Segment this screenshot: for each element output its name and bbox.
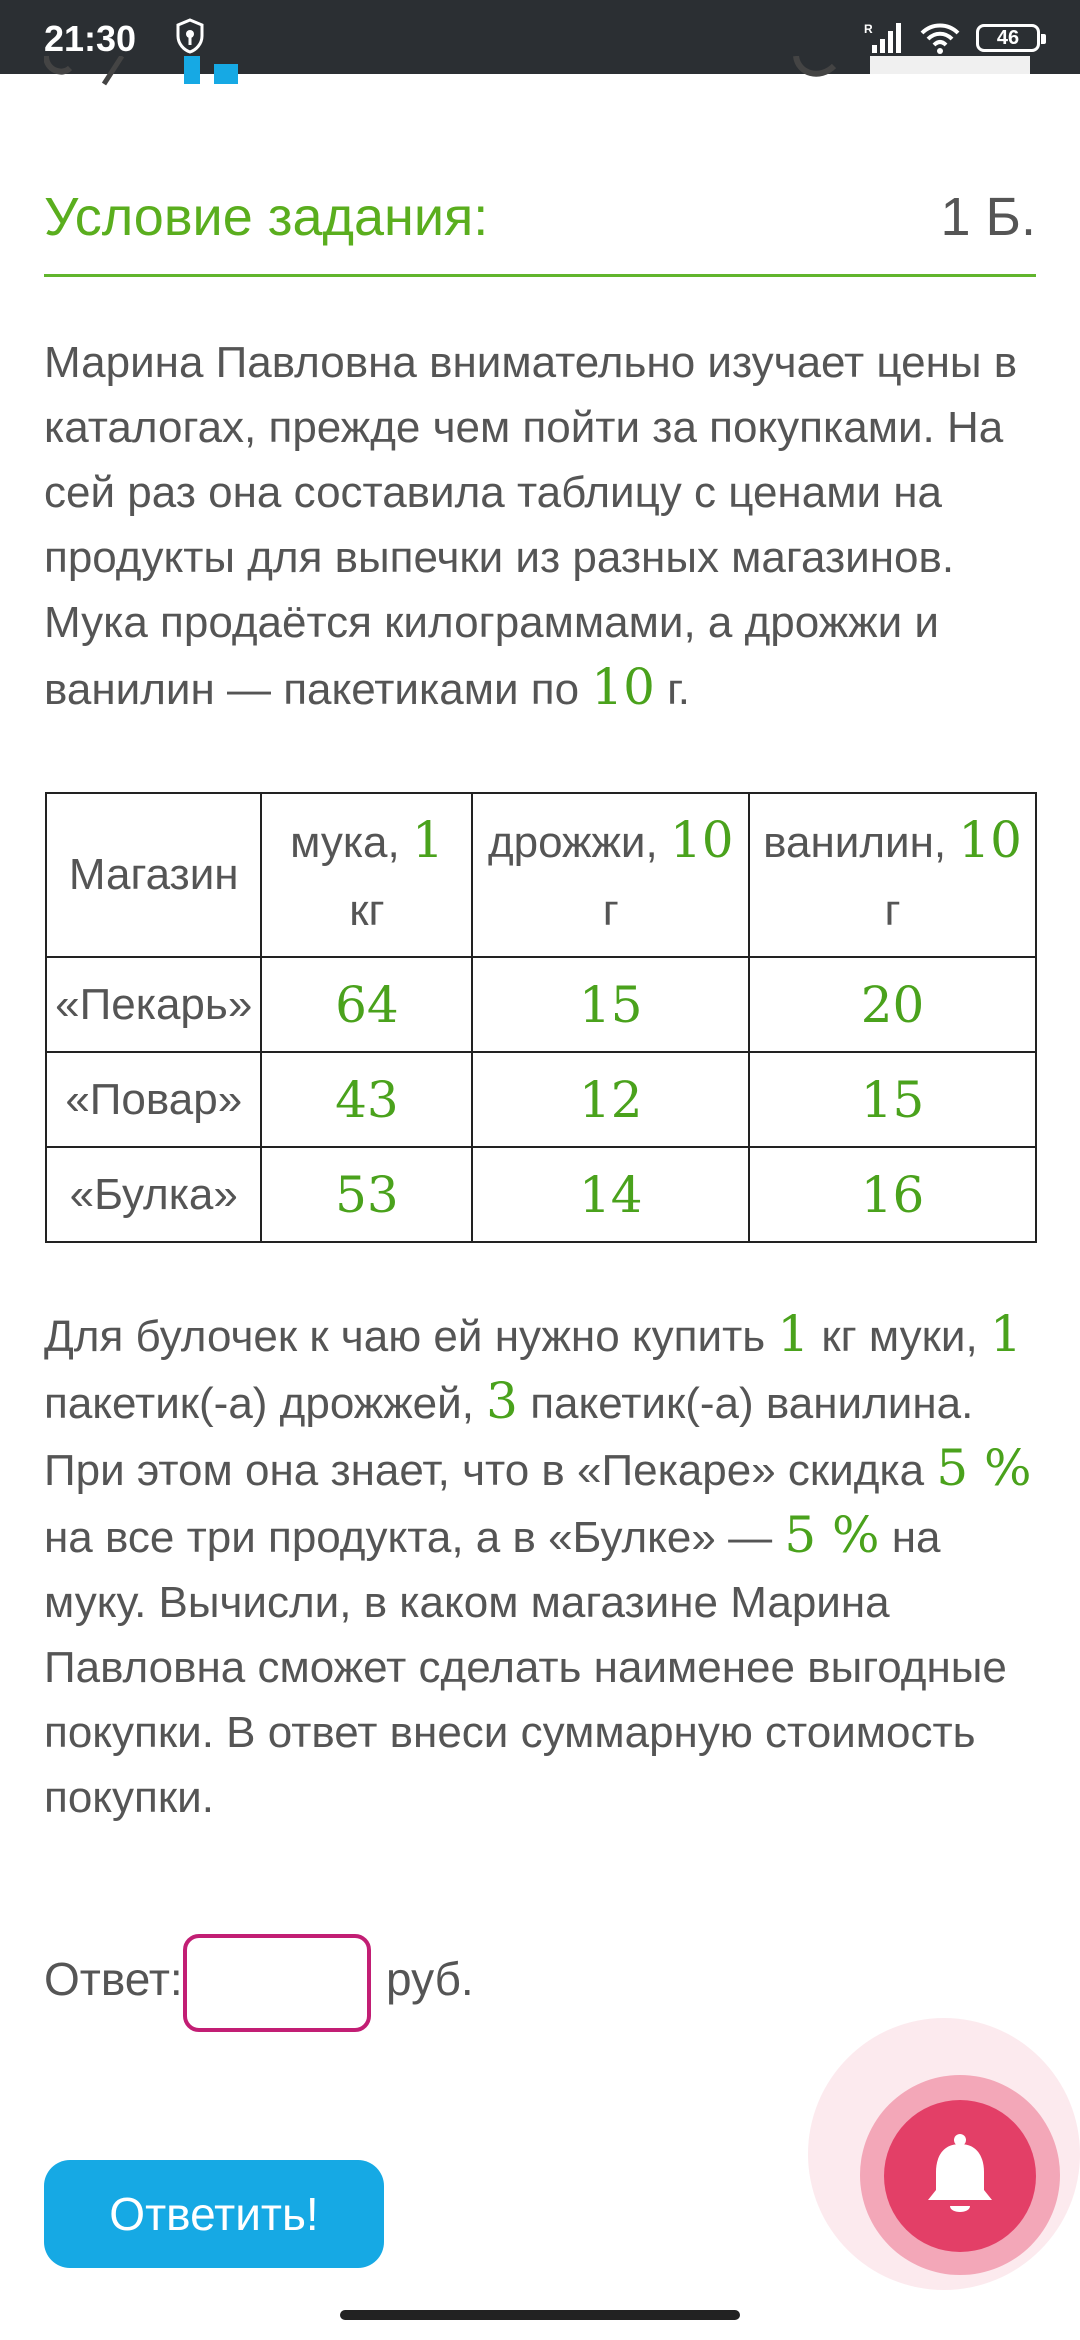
header-label: дрожжи, [487,817,670,867]
bell-icon [920,2132,1000,2220]
header-unit: г [884,885,901,935]
header-unit: кг [349,885,385,935]
problem-number: 5 % [784,1506,880,1564]
timer-icon [790,56,1040,86]
problem-number: 5 % [936,1439,1032,1497]
status-icons [864,20,1040,56]
problem-text: кг муки, [809,1312,990,1361]
answer-input[interactable] [183,1934,371,2032]
price-cell: 53 [261,1147,472,1242]
answer-label: Ответ: [44,1953,183,2005]
submit-answer-button[interactable]: Ответить! [44,2160,384,2268]
svg-text:R: R [864,22,873,36]
table-header-cell [749,793,1036,957]
battery-icon [976,24,1040,52]
problem-text: пакетик(-а) ванилина. При этом она знает, что в «Пекаре» скидка [44,1379,974,1495]
wifi-icon [920,21,960,55]
table-row [46,957,1036,1052]
answer-unit: руб. [386,1953,474,2005]
intro-text-2: г. [654,665,691,714]
notification-bell-button[interactable] [884,2100,1036,2252]
price-cell: 14 [472,1147,749,1242]
task-intro-text [44,330,1044,722]
header-label: ванилин, [763,817,959,867]
problem-number: 3 [486,1372,518,1430]
table-header-cell [261,793,472,957]
header-label: Магазин [68,850,239,899]
header-number: 1 [411,810,444,869]
progress-indicator-partial [44,56,254,86]
price-table [45,792,1037,1243]
table-row [46,1147,1036,1242]
problem-text: пакетик(-а) дрожжей, [44,1379,487,1428]
header-number: 10 [958,810,1022,869]
intro-number: 10 [591,658,655,716]
table-header-cell [46,793,261,957]
intro-text-1: Марина Павловна внимательно изучает цены в каталогах, прежде чем пойти за покупками. На сей раз она составила таблицу с ценами на продукты для выпечки из разных магазинов. Мука продаётся килограммами, а дрожжи и ванилин — пакетиками по [44,338,1018,714]
store-name: «Булка» [46,1147,261,1242]
price-cell: 15 [749,1052,1036,1147]
store-name: «Пекарь» [46,957,261,1052]
condition-title: Условие задания: [44,187,489,247]
table-header-cell [472,793,749,957]
store-name: «Повар» [46,1052,261,1147]
task-problem-text [44,1302,1044,1830]
problem-number: 1 [777,1305,810,1363]
price-cell: 20 [749,957,1036,1052]
price-cell: 64 [261,957,472,1052]
price-cell: 43 [261,1052,472,1147]
problem-text: Для булочек к чаю ей нужно купить [44,1312,778,1361]
problem-text: на муку. Вычисли, в каком магазине Марина Павловна сможет сделать наименее выгодные покупки. В ответ внеси суммарную стоимость покупки. [44,1513,1007,1822]
table-row [46,1052,1036,1147]
header-number: 10 [669,810,734,869]
price-cell: 12 [472,1052,749,1147]
price-cell: 16 [749,1147,1036,1242]
price-cell: 15 [472,957,749,1052]
header-unit: г [602,885,619,935]
table-header-row [46,793,1036,957]
problem-text: на все три продукта, а в «Булке» — [44,1513,785,1562]
task-points: 1 Б. [940,187,1036,247]
header-label: мука, [290,817,412,867]
status-time: 21:30 [44,18,137,59]
condition-header [44,186,1036,277]
signal-icon [864,21,904,55]
home-indicator[interactable] [340,2310,740,2320]
problem-number: 1 [989,1305,1022,1363]
vpn-key-icon [172,16,208,56]
battery-level: 46 [996,26,1020,49]
